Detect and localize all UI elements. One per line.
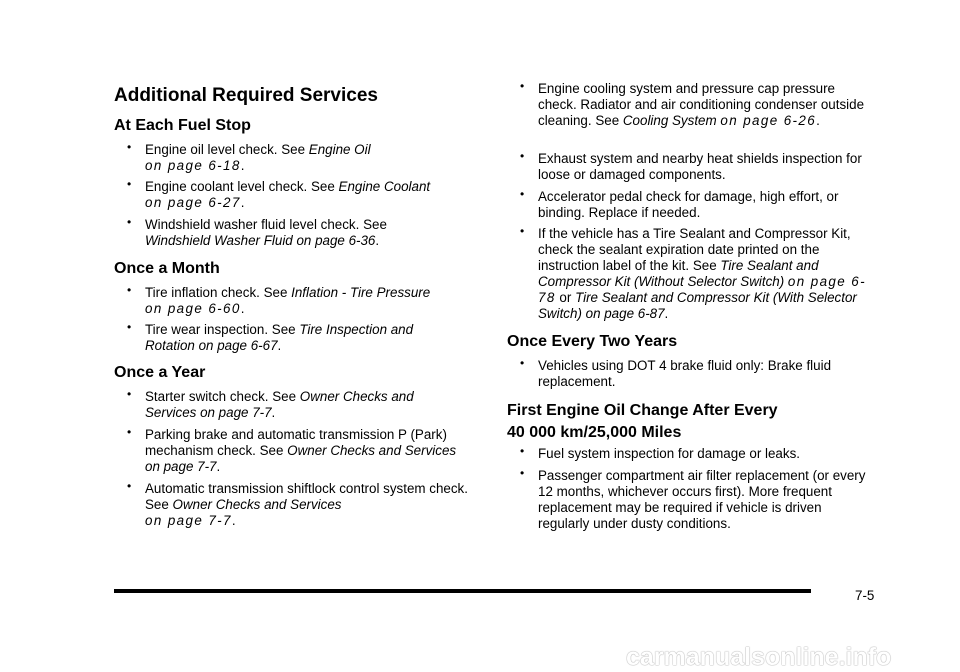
list-item: • Automatic transmission shiftlock control system check. See Owner Checks and Services on page 7-7.	[127, 479, 468, 528]
cross-reference: Cooling System on page 6-26	[622, 113, 817, 128]
footer-rule	[114, 589, 811, 593]
page-number: 7-5	[855, 588, 875, 603]
heading-fuel-stop: At Each Fuel Stop	[114, 117, 251, 134]
bullet-icon: •	[520, 224, 525, 238]
list-item: • Passenger compartment air filter replacement (or every 12 months, whichever occurs first). More frequent replacement may be required if vehicle is driven regularly under dusty conditions.	[520, 466, 866, 531]
cross-reference: Tire Sealant and Compressor Kit (With Selector Switch) on page 6-87	[538, 290, 857, 321]
list-item: • Windshield washer fluid level check. See Windshield Washer Fluid on page 6-36.	[127, 215, 387, 248]
list-item: • Engine oil level check. See Engine Oil on page 6-18.	[127, 140, 371, 173]
cross-reference: Tire Inspection and Rotation on page 6-67	[145, 322, 414, 353]
list-item: • Exhaust system and nearby heat shields inspection for loose or damaged components.	[520, 149, 862, 182]
page-title: Additional Required Services	[114, 85, 378, 106]
bullet-icon: •	[127, 320, 132, 334]
list-item: • Engine coolant level check. See Engine Coolant on page 6-27.	[127, 177, 431, 210]
bullet-icon: •	[127, 387, 132, 401]
watermark: carmanualsonline.info	[626, 643, 892, 671]
list-item: • Tire inflation check. See Inflation - Tire Pressure on page 6-60.	[127, 283, 431, 316]
cross-reference: Owner Checks and Services on page 7-7	[145, 443, 457, 474]
bullet-icon: •	[127, 215, 132, 229]
list-item: • Engine cooling system and pressure cap pressure check. Radiator and air conditioning condenser outside cleaning. See Cooling System on page 6-26.	[520, 79, 865, 128]
heading-once-every-two-years: Once Every Two Years	[507, 333, 678, 350]
list-item: • If the vehicle has a Tire Sealant and Compressor Kit, check the sealant expiration date printed on the instruction label of the kit. See Tire Sealant and Compressor Kit (Without Selector Switch) on page 6-78 or Tire Sealant and Compressor Kit (With Selector Switch) on page 6-87.	[520, 224, 866, 321]
heading-once-a-month: Once a Month	[114, 260, 220, 277]
bullet-icon: •	[127, 283, 132, 297]
list-item: • Vehicles using DOT 4 brake fluid only: Brake fluid replacement.	[520, 356, 832, 389]
cross-reference: Windshield Washer Fluid on page 6-36	[145, 233, 376, 248]
list-item: • Fuel system inspection for damage or leaks.	[520, 444, 800, 461]
cross-reference: Owner Checks and Services on page 7-7	[145, 497, 342, 528]
cross-reference: Engine Coolant on page 6-27	[145, 179, 431, 210]
heading-once-a-year: Once a Year	[114, 364, 206, 381]
cross-reference: Inflation - Tire Pressure on page 6-60	[145, 285, 431, 316]
list-item: • Tire wear inspection. See Tire Inspection and Rotation on page 6-67.	[127, 320, 414, 353]
bullet-icon: •	[520, 149, 525, 163]
list-item: • Accelerator pedal check for damage, high effort, or binding. Replace if needed.	[520, 187, 839, 220]
list-item: • Parking brake and automatic transmission P (Park) mechanism check. See Owner Checks and Services on page 7-7.	[127, 425, 457, 474]
heading-first-oil-change: First Engine Oil Change After Every 40 000 km/25,000 Miles	[507, 402, 778, 441]
bullet-icon: •	[520, 466, 525, 480]
bullet-icon: •	[127, 177, 132, 191]
cross-reference: Engine Oil on page 6-18	[145, 142, 371, 173]
bullet-icon: •	[127, 425, 132, 439]
bullet-icon: •	[520, 187, 525, 201]
list-item: • Starter switch check. See Owner Checks and Services on page 7-7.	[127, 387, 414, 420]
bullet-icon: •	[127, 479, 132, 493]
bullet-icon: •	[520, 79, 525, 93]
cross-reference: Owner Checks and Services on page 7-7	[145, 389, 414, 420]
cross-reference: Tire Sealant and Compressor Kit (Without Selector Switch) on page 6-78	[538, 258, 866, 305]
bullet-icon: •	[520, 444, 525, 458]
bullet-icon: •	[127, 140, 132, 154]
bullet-icon: •	[520, 356, 525, 370]
